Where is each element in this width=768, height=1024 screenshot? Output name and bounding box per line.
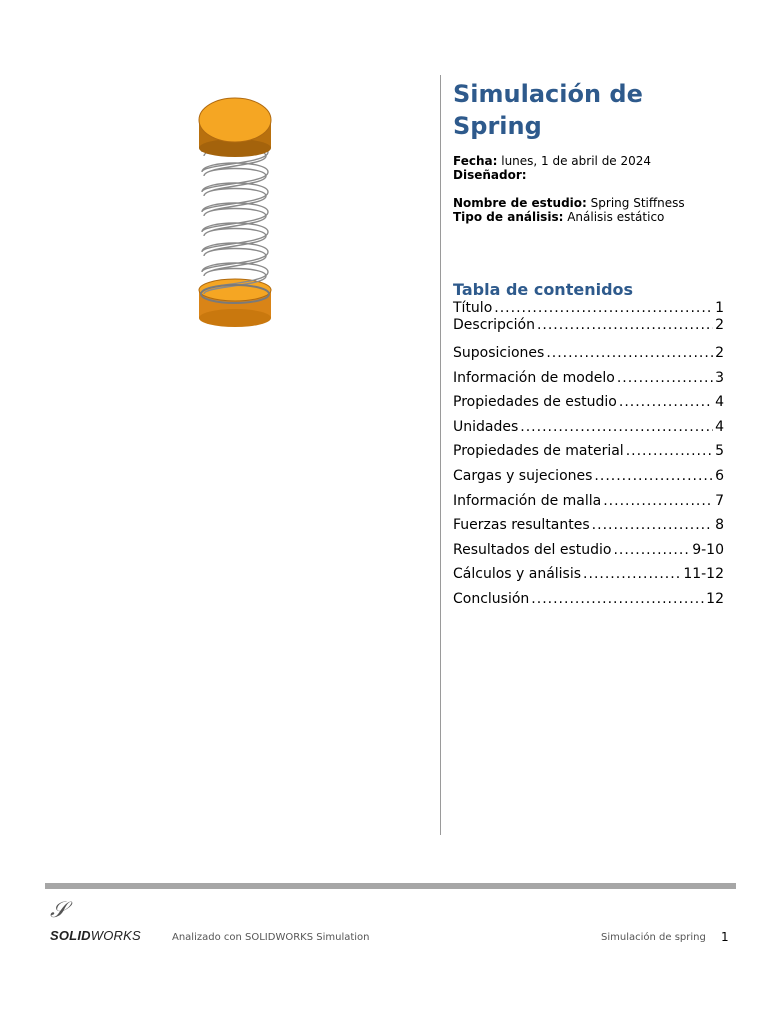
logo-wordmark: SOLIDWORKS [50,928,141,943]
top-cap [199,98,271,157]
solidworks-logo [50,900,160,950]
analysis-label: Tipo de análisis: [453,210,564,224]
toc-item[interactable]: Información de malla ..... 7 [453,493,724,518]
designer-line [453,168,733,182]
title-block [453,78,733,224]
designer-label: Diseñador: [453,168,527,182]
toc-item[interactable]: Título ..... 1 [453,300,724,317]
toc-item[interactable]: Propiedades de estudio ..... 4 [453,394,724,419]
footer-analyzed-text: Analizado con SOLIDWORKS Simulation [172,932,370,943]
toc-title: Tabla de contenidos [453,280,634,299]
footer-doc-title: Simulación de spring [601,932,706,943]
toc-item[interactable]: Conclusión ..... 12 [453,591,724,616]
toc-item[interactable]: Resultados del estudio ..... 9-10 [453,542,724,567]
table-of-contents [453,300,724,616]
vertical-divider [440,75,441,835]
study-line [453,196,733,210]
page-number: 1 [721,930,729,944]
meta-block [453,154,733,182]
study-block [453,196,733,224]
toc-item[interactable]: Propiedades de material ..... 5 [453,443,724,468]
spring-svg [190,92,280,332]
date-value: lunes, 1 de abril de 2024 [501,154,652,168]
ds-logo-icon: 𝒮 [50,898,68,923]
toc-item[interactable]: Descripción ..... 2 [453,317,724,345]
toc-item[interactable]: Información de modelo ..... 3 [453,370,724,395]
page-title: Simulación de Spring [453,80,643,140]
toc-item[interactable]: Cálculos y análisis ..... 11-12 [453,566,724,591]
analysis-line [453,210,733,224]
date-line [453,154,733,168]
study-value: Spring Stiffness [590,196,685,210]
footer-divider [45,883,736,889]
spring-model-image [190,92,280,332]
toc-item[interactable]: Unidades ..... 4 [453,419,724,444]
toc-item[interactable]: Fuerzas resultantes ..... 8 [453,517,724,542]
toc-item[interactable]: Suposiciones ..... 2 [453,345,724,370]
analysis-value: Análisis estático [567,210,665,224]
study-label: Nombre de estudio: [453,196,587,210]
date-label: Fecha: [453,154,498,168]
toc-item[interactable]: Cargas y sujeciones ..... 6 [453,468,724,493]
